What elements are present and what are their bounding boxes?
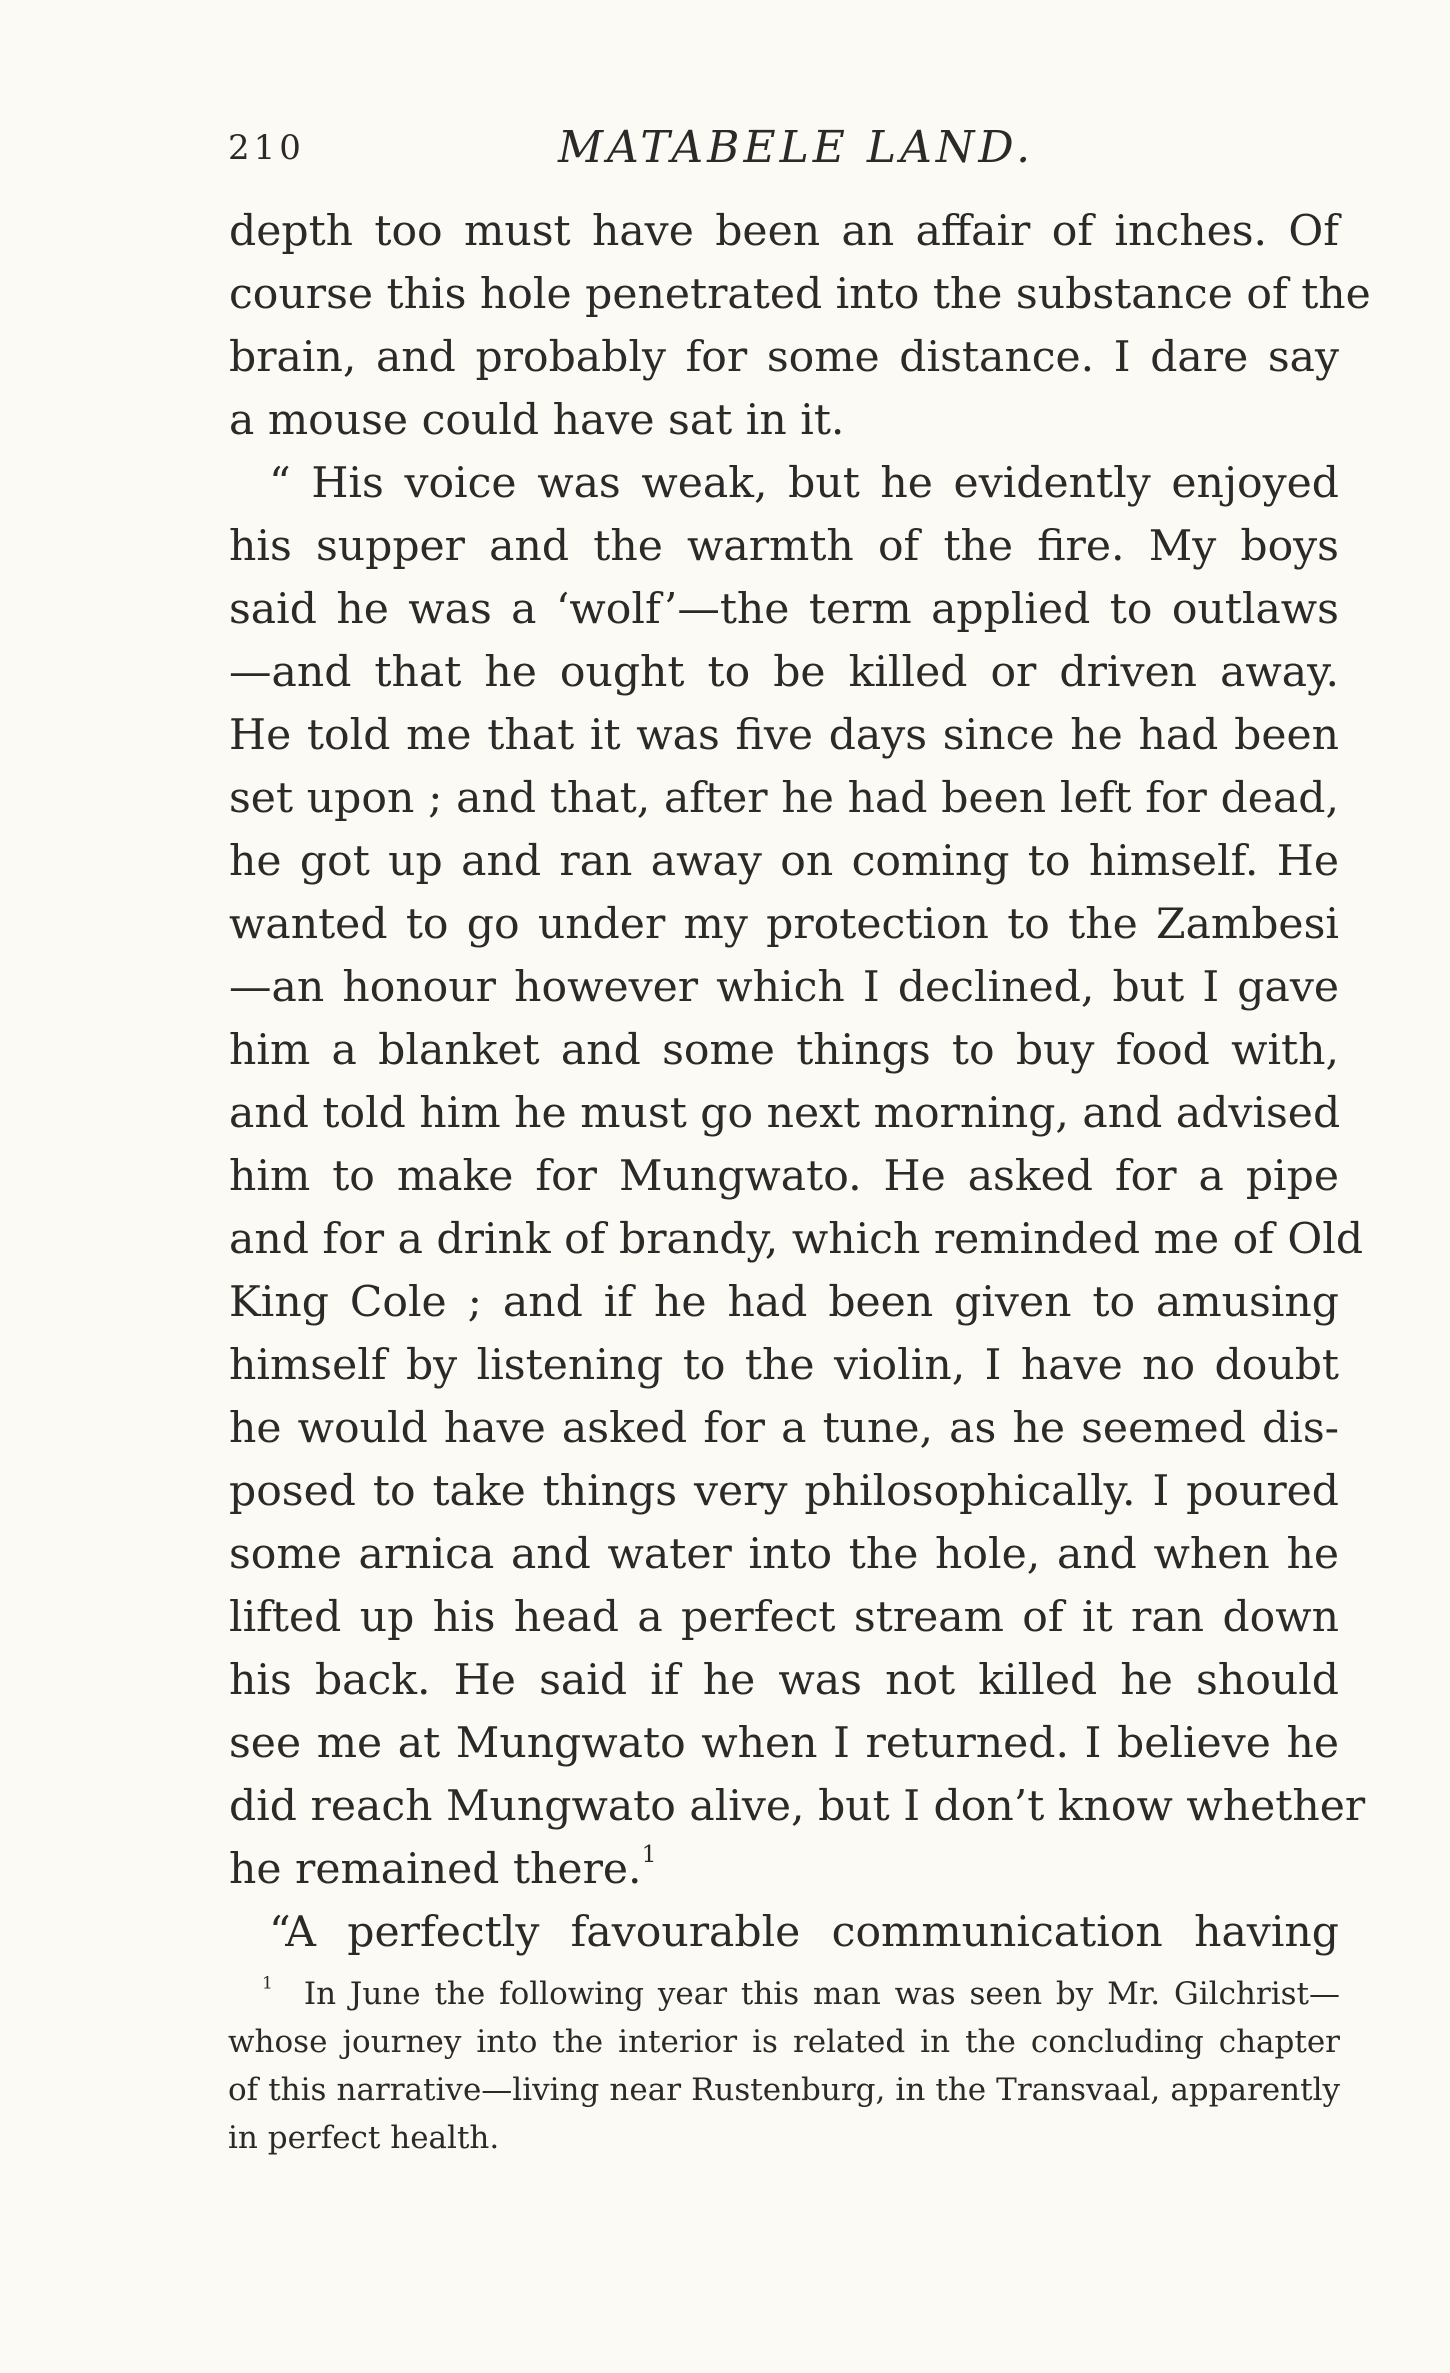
text-line-content: he remained there. — [229, 1845, 642, 1894]
text-line: “A perfectly favourable communication having — [269, 1908, 1339, 1957]
text-line: a mouse could have sat in it. — [229, 396, 845, 445]
text-line: said he was a ‘wolf’—the term applied to outlaws — [229, 585, 1339, 634]
text-line: him a blanket and some things to buy food with, — [229, 1026, 1339, 1075]
text-line: he would have asked for a tune, as he seemed dis- — [229, 1404, 1339, 1453]
text-line: his supper and the warmth of the fire. My boys — [229, 522, 1339, 571]
footnote-line: of this narrative—living near Rustenburg, in the Transvaal, apparently — [228, 2072, 1340, 2108]
text-line: wanted to go under my protection to the Zambesi — [229, 900, 1339, 949]
text-line: brain, and probably for some distance. I dare say — [229, 333, 1339, 382]
text-line: his back. He said if he was not killed he should — [229, 1656, 1339, 1705]
text-line: and told him he must go next morning, and advised — [229, 1089, 1341, 1138]
text-line: him to make for Mungwato. He asked for a pipe — [229, 1152, 1339, 1201]
footnote-line: in perfect health. — [228, 2120, 500, 2156]
footnote-marker: 1 — [262, 1973, 273, 1994]
footnote-line — [228, 1970, 1340, 2018]
running-title: MATABELE LAND. — [558, 122, 1035, 173]
text-line: course this hole penetrated into the substance of the — [229, 270, 1371, 319]
text-line: —an honour however which I declined, but I gave — [229, 963, 1339, 1012]
text-line: did reach Mungwato alive, but I don’t know whether — [229, 1782, 1366, 1831]
text-line: some arnica and water into the hole, and when he — [229, 1530, 1339, 1579]
text-line: and for a drink of brandy, which reminded me of Old — [229, 1215, 1364, 1264]
body-text — [229, 200, 1371, 1964]
text-line: —and that he ought to be killed or driven away. — [229, 648, 1339, 697]
footnote-line: whose journey into the interior is related in the concluding chapter — [228, 2024, 1340, 2060]
text-line: He told me that it was five days since he had been — [229, 711, 1339, 760]
text-line: he got up and ran away on coming to himself. He — [229, 837, 1339, 886]
footnote-reference[interactable]: 1 — [641, 1839, 657, 1868]
text-line: King Cole ; and if he had been given to amusing — [229, 1278, 1339, 1327]
text-line: see me at Mungwato when I returned. I believe he — [229, 1719, 1339, 1768]
text-line: lifted up his head a perfect stream of it ran down — [229, 1593, 1339, 1642]
page-number: 210 — [228, 128, 305, 168]
text-line: posed to take things very philosophically. I poured — [229, 1467, 1339, 1516]
running-head — [228, 118, 1336, 178]
text-line: “ His voice was weak, but he evidently enjoyed — [269, 459, 1339, 508]
text-line: depth too must have been an affair of inches. Of — [229, 207, 1339, 256]
footnote-line-content: In June the following year this man was seen by Mr. Gilchrist— — [303, 1976, 1340, 2012]
text-line: set upon ; and that, after he had been left for dead, — [229, 774, 1339, 823]
footnote — [228, 1970, 1340, 2162]
text-line — [229, 1838, 1339, 1901]
text-line: himself by listening to the violin, I have no doubt — [229, 1341, 1339, 1390]
